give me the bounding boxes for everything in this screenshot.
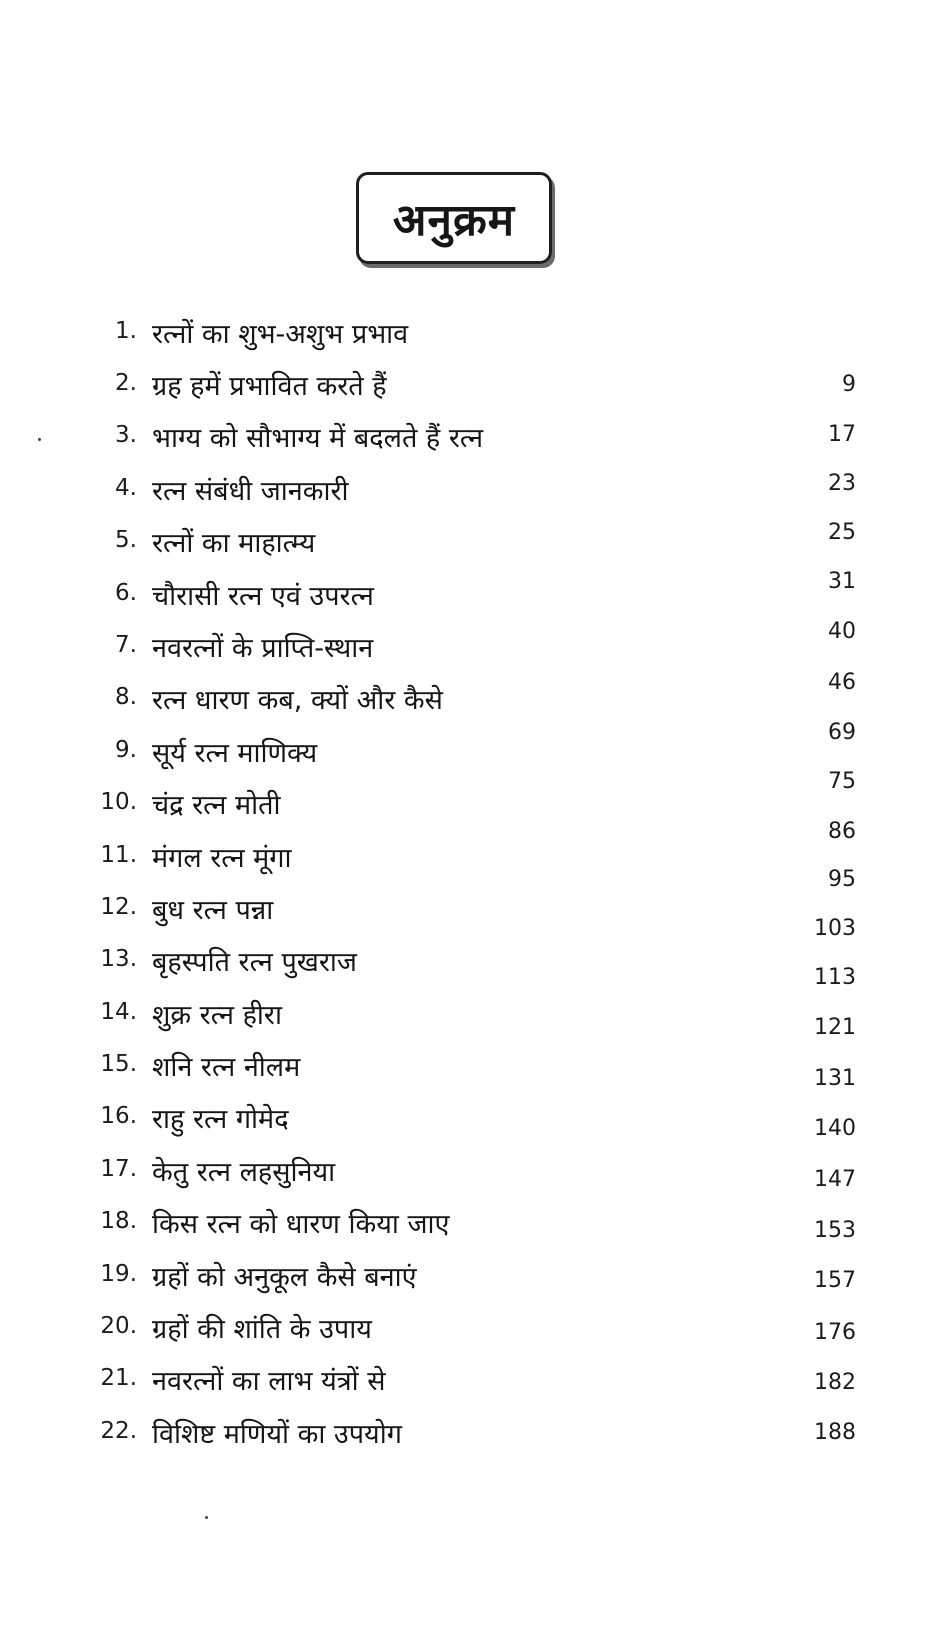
- entry-title: राहु रत्न गोमेद: [152, 1104, 289, 1135]
- entry-title: ग्रह हमें प्रभावित करते हैं: [152, 371, 387, 402]
- page-number: 113: [814, 965, 856, 990]
- entry-number: 16.: [100, 1103, 137, 1129]
- entry-number: 18.: [100, 1208, 137, 1234]
- page-number: 17: [828, 422, 856, 447]
- page-number: 140: [814, 1116, 856, 1141]
- entry-number: 10.: [100, 789, 137, 815]
- page-number: 46: [828, 670, 856, 695]
- page-number: 69: [828, 720, 856, 745]
- entry-number: 1.: [115, 318, 137, 344]
- print-speck: [205, 1516, 208, 1519]
- entry-number: 22.: [100, 1418, 137, 1444]
- page-number: 75: [828, 769, 856, 794]
- entry-title: मंगल रत्न मूंगा: [152, 843, 292, 874]
- entry-title: शुक्र रत्न हीरा: [152, 1000, 282, 1031]
- page-number: 182: [814, 1370, 856, 1395]
- page-number: 40: [828, 619, 856, 644]
- page-number: 153: [814, 1218, 856, 1243]
- entry-title: रत्नों का शुभ-अशुभ प्रभाव: [152, 319, 409, 350]
- page-number: 86: [828, 819, 856, 844]
- page-number: 23: [828, 471, 856, 496]
- page-number: 31: [828, 569, 856, 594]
- entry-title: ग्रहों को अनुकूल कैसे बनाएं: [152, 1262, 417, 1293]
- entry-title: बुध रत्न पन्ना: [152, 895, 274, 926]
- entry-number: 15.: [100, 1051, 137, 1077]
- page-number: 131: [814, 1066, 856, 1091]
- page-number: 95: [828, 867, 856, 892]
- entry-number: 14.: [100, 999, 137, 1025]
- page-number: 147: [814, 1167, 856, 1192]
- entry-number: 12.: [100, 894, 137, 920]
- page-number: 121: [814, 1015, 856, 1040]
- entry-number: 19.: [100, 1261, 137, 1287]
- entry-number: 21.: [100, 1365, 137, 1391]
- entry-number: 8.: [115, 684, 137, 710]
- page-number: 25: [828, 520, 856, 545]
- entry-title: भाग्य को सौभाग्य में बदलते हैं रत्न: [152, 423, 484, 454]
- entry-title: चंद्र रत्न मोती: [152, 790, 281, 821]
- page-number: 103: [814, 916, 856, 941]
- entry-number: 4.: [115, 475, 137, 501]
- page-number: 176: [814, 1320, 856, 1345]
- entry-number: 7.: [115, 632, 137, 658]
- entry-title: चौरासी रत्न एवं उपरत्न: [152, 581, 374, 612]
- entry-title: नवरत्नों का लाभ यंत्रों से: [152, 1366, 386, 1397]
- entry-number: 13.: [100, 946, 137, 972]
- entry-title: रत्न संबंधी जानकारी: [152, 476, 349, 507]
- entry-title: सूर्य रत्न माणिक्य: [152, 738, 318, 769]
- entry-number: 3.: [115, 422, 137, 448]
- entry-number: 17.: [100, 1156, 137, 1182]
- entry-number: 9.: [115, 737, 137, 763]
- entry-title: रत्नों का माहात्म्य: [152, 528, 316, 559]
- page-number: 157: [814, 1268, 856, 1293]
- entry-number: 6.: [115, 580, 137, 606]
- entry-title: रत्न धारण कब, क्यों और कैसे: [152, 685, 443, 716]
- entry-number: 20.: [100, 1313, 137, 1339]
- entry-title: किस रत्न को धारण किया जाए: [152, 1209, 450, 1240]
- contents-title: अनुक्रम: [392, 195, 516, 246]
- entry-title: विशिष्ट मणियों का उपयोग: [152, 1419, 402, 1450]
- entry-number: 11.: [100, 842, 137, 868]
- entry-title: बृहस्पति रत्न पुखराज: [152, 947, 357, 978]
- entry-title: ग्रहों की शांति के उपाय: [152, 1314, 372, 1345]
- page-number: 9: [842, 372, 856, 397]
- entry-number: 5.: [115, 527, 137, 553]
- entry-title: नवरत्नों के प्राप्ति-स्थान: [152, 633, 374, 664]
- entry-number: 2.: [115, 370, 137, 396]
- page-number: 188: [814, 1420, 856, 1445]
- entry-title: केतु रत्न लहसुनिया: [152, 1157, 336, 1188]
- entry-title: शनि रत्न नीलम: [152, 1052, 301, 1083]
- print-speck: [38, 438, 41, 441]
